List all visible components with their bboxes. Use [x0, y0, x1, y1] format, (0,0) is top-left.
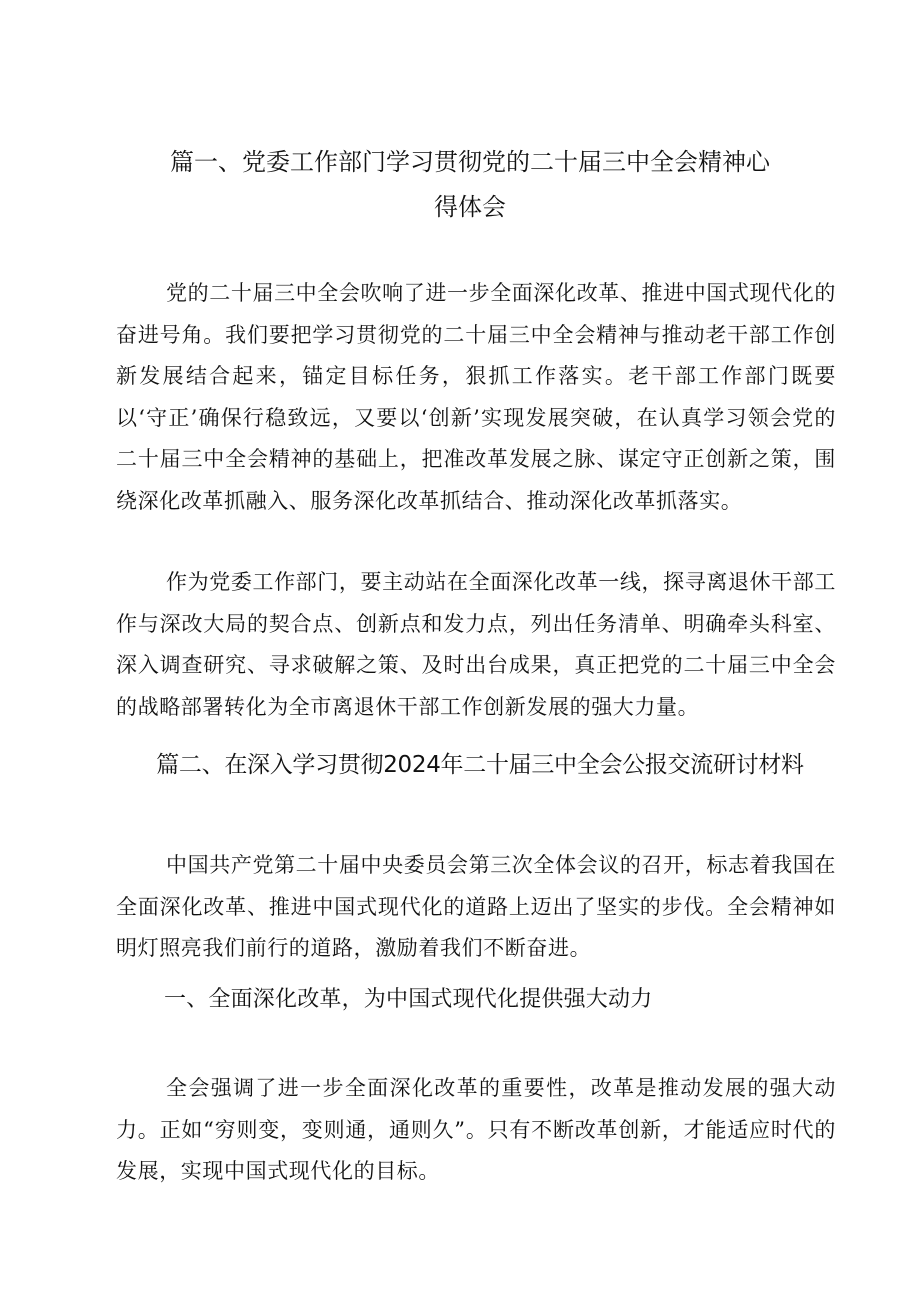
section1-paragraph2: 作为党委工作部门，要主动站在全面深化改革一线，探寻离退休干部工作与深改大局的契合点、创新点和发力点，列出任务清单、明确牵头科室、深入调查研究、寻求破解之策、及时出台成果，真正把党的二十届三中全会的战略部署转化为全市离退休干部工作创新发展的强大力量。 — [116, 570, 836, 719]
section2-paragraph1: 中国共产党第二十届中央委员会第三次全体会议的召开，标志着我国在全面深化改革、推进中国式现代化的道路上迈出了坚实的步伐。全会精神如明灯照亮我们前行的道路，激励着我们不断奋进。 — [116, 853, 836, 960]
section2-subheading: 一、全面深化改革，为中国式现代化提供强大动力 — [164, 987, 653, 1012]
section1-title — [150, 140, 790, 230]
section1-paragraph1: 党的二十届三中全会吹响了进一步全面深化改革、推进中国式现代化的奋进号角。我们要把学习贯彻党的二十届三中全会精神与推动老干部工作创新发展结合起来，锚定目标任务，狠抓工作落实。老干部工作部门既要以‘守正’确保行稳致远，又要以‘创新’实现发展突破，在认真学习领会党的二十届三中全会精神的基础上，把准改革发展之脉、谋定守正创新之策，围绕深化改革抓融入、服务深化改革抓结合、推动深化改革抓落实。 — [116, 281, 836, 513]
section1-title-line1: 篇一、党委工作部门学习贯彻党的二十届三中全会精神心 — [170, 148, 770, 176]
section2-title: 篇二、在深入学习贯彻2024年二十届三中全会公报交流研讨材料 — [156, 752, 804, 778]
section1-title-line2: 得体会 — [434, 193, 506, 221]
section2-paragraph2: 全会强调了进一步全面深化改革的重要性，改革是推动发展的强大动力。正如“穷则变，变则通，通则久”。只有不断改革创新，才能适应时代的发展，实现中国式现代化的目标。 — [116, 1076, 836, 1183]
